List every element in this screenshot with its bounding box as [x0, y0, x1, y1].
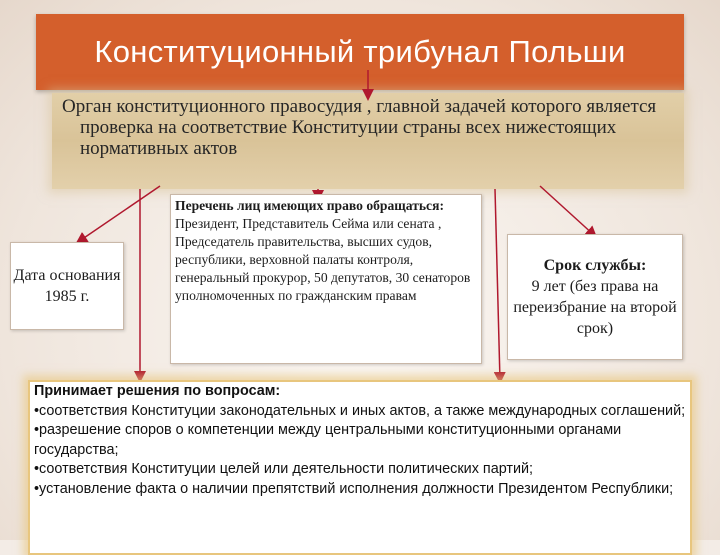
decision-item: •разрешение споров о компетенции между центральными конституционными органами государства;: [34, 422, 622, 458]
petitioners-title: Перечень лиц имеющих право обращаться:: [175, 198, 444, 213]
petitioners-box: [170, 194, 482, 364]
founding-date-value: 1985 г.: [44, 288, 90, 305]
decision-item: •соответствия Конституции целей или деятельности политических партий;: [34, 461, 534, 477]
decisions-title: Принимает решения по вопросам:: [34, 383, 281, 399]
petitioners-text: Президент, Представитель Сейма или сената , Председатель правительства, высших судов, республики, верховной палаты контроля, генеральный прокурор, 50 депутатов, 30 сенаторов уполномоченных по гражданским правам: [175, 216, 471, 303]
arrow-right-to-decisions: [495, 189, 500, 381]
organ-description-text: Орган конституционного правосудия , главной задачей которого является проверка на соответствие Конституции страны всех нижестоящих нормативных актов: [62, 96, 657, 159]
term-value: 9 лет (без права на переизбрание на второй срок): [513, 278, 677, 337]
slide-title: Конституционный трибунал Польши: [94, 34, 626, 69]
decision-item: •установление факта о наличии препятствий исполнения должности Президентом Республики;: [34, 480, 674, 497]
term-box: [507, 234, 683, 360]
arrow-to-term: [540, 186, 595, 236]
decisions-box: [28, 380, 692, 555]
decision-item: •соответствия Конституции законодательных и иных актов, а также международных соглашений;: [34, 402, 686, 419]
arrow-to-founding-date: [78, 186, 160, 242]
founding-date-label: Дата основания: [13, 267, 121, 284]
founding-date-box: [10, 242, 124, 330]
term-label: Срок службы:: [543, 257, 647, 274]
